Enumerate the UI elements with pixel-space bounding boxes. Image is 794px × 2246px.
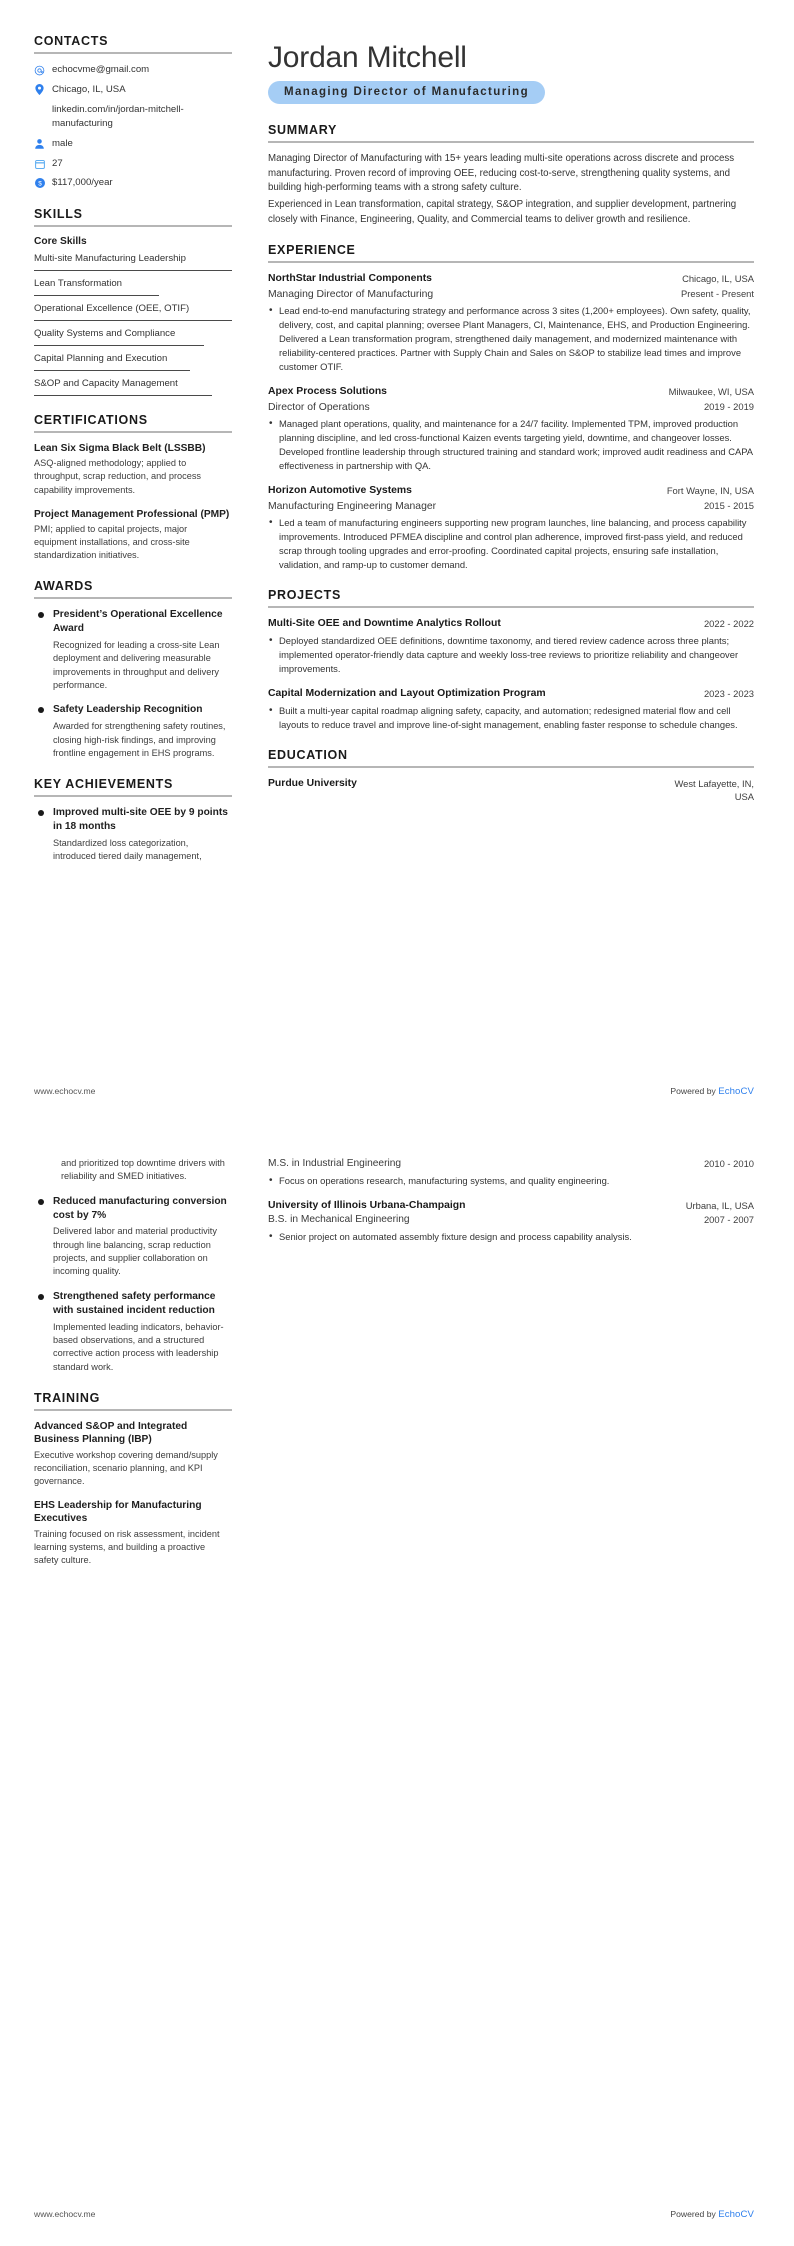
summary-heading: SUMMARY — [268, 123, 338, 138]
key-achievement-description: Implemented leading indicators, behavior-based observations, and a structured corrective action process with leadership standard work. — [53, 1321, 224, 1372]
project-title: Multi-Site OEE and Downtime Analytics Rollout — [268, 618, 501, 630]
contact-item-gender — [34, 137, 232, 151]
contacts-heading: CONTACTS — [34, 34, 109, 48]
summary-paragraph: Experienced in Lean transformation, capital strategy, S&OP integration, and supplier development, partnering closely with Finance, Engineering, Quality, and Commercial teams to deliver growth and resilience. — [268, 199, 737, 225]
key-achievements-section — [34, 777, 232, 863]
skill-level-bar — [34, 320, 232, 321]
education-institution: Purdue University — [268, 778, 357, 790]
sidebar-column-page1 — [34, 34, 246, 1123]
certification-description: ASQ-aligned methodology; applied to throughput, scrap reduction, and process capability improvements. — [34, 458, 202, 495]
svg-text:$: $ — [37, 180, 42, 188]
certification-title: Lean Six Sigma Black Belt (LSSBB) — [34, 442, 206, 454]
skill-name: S&OP and Capacity Management — [34, 378, 178, 390]
key-achievements-continued — [34, 1157, 232, 1374]
section-divider — [34, 225, 232, 227]
education-heading: EDUCATION — [268, 748, 348, 763]
experience-section — [268, 243, 754, 572]
contact-item-email[interactable] — [34, 63, 232, 77]
page-footer — [34, 2209, 754, 2220]
experience-organization: NorthStar Industrial Components — [268, 273, 432, 285]
section-divider — [34, 597, 232, 599]
person-icon — [34, 138, 45, 150]
contact-value-location: Chicago, IL, USA — [52, 83, 126, 95]
resume-page-2 — [0, 1123, 794, 2246]
education-location: West Lafayette, IN, USA — [674, 778, 754, 803]
award-title: President’s Operational Excellence Award — [53, 609, 223, 635]
experience-item — [268, 272, 754, 374]
contact-value-email: echocvme@gmail.com — [52, 64, 150, 75]
training-heading: TRAINING — [34, 1390, 101, 1405]
skill-item — [34, 278, 232, 296]
section-divider — [34, 1409, 232, 1411]
main-column-page2 — [246, 1157, 754, 2246]
experience-organization: Horizon Automotive Systems — [268, 485, 412, 497]
key-achievement-item — [34, 806, 232, 863]
training-description: Training focused on risk assessment, incident learning systems, and building a proactive safety culture. — [34, 1528, 220, 1566]
training-title: EHS Leadership for Manufacturing Executives — [34, 1500, 202, 1525]
section-divider — [268, 606, 754, 608]
summary-section — [268, 123, 754, 227]
skill-level-bar — [34, 345, 204, 346]
footer-website[interactable]: www.echocv.me — [34, 1086, 96, 1096]
award-title: Safety Leadership Recognition — [53, 704, 203, 716]
footer-brand[interactable]: EchoCV — [718, 1086, 754, 1097]
key-achievement-title: Reduced manufacturing conversion cost by 7% — [53, 1195, 227, 1221]
experience-organization: Apex Process Solutions — [268, 386, 387, 398]
project-bullet: • Deployed standardized OEE definitions, downtime taxonomy, and tiered review cadence across three plants; implemented operator-friendly data capture and weekly loss-tree reviews to prioritize reliability and changeover improvements. — [268, 634, 754, 676]
award-item — [34, 608, 232, 692]
experience-bullet-list — [268, 304, 754, 375]
skill-item — [34, 328, 232, 346]
contact-item-linkedin[interactable] — [34, 103, 232, 131]
training-description: Executive workshop covering demand/supply reconciliation, scenario planning, and KPI governance. — [34, 1449, 218, 1486]
experience-location: Milwaukee, WI, USA — [668, 386, 754, 398]
key-achievement-description: Delivered labor and material productivity through line balancing, scrap reduction projects, and supplier collaboration on incoming quality. — [53, 1226, 217, 1277]
footer-website[interactable]: www.echocv.me — [34, 2209, 96, 2219]
award-description: Awarded for strengthening safety routines, closing high-risk findings, and improving frontline engagement in EHS programs. — [53, 721, 226, 758]
experience-bullet: • Managed plant operations, quality, and maintenance for a 24/7 facility. Implemented TPM, improved production planning discipline, and led cross-functional Kaizen events targeting yield, downtime, and changeover losses. Developed frontline leadership through structured training and standard work; improved audit readiness and CAPA effectiveness in partnership with QA. — [268, 417, 754, 473]
certification-title: Project Management Professional (PMP) — [34, 508, 230, 520]
contact-value-gender: male — [52, 137, 73, 149]
certification-item — [34, 442, 232, 497]
training-item — [34, 1499, 232, 1567]
bullet-dot-icon — [38, 612, 44, 618]
certifications-heading: CERTIFICATIONS — [34, 412, 148, 427]
education-bullet: • Senior project on automated assembly fixture design and process capability analysis. — [268, 1230, 754, 1244]
main-column-page1 — [246, 34, 754, 1123]
footer-powered-by — [670, 2209, 754, 2220]
section-divider — [268, 766, 754, 768]
contact-value-salary: $117,000/year — [52, 177, 113, 189]
project-title: Capital Modernization and Layout Optimization Program — [268, 688, 546, 700]
skills-heading: SKILLS — [34, 207, 83, 222]
footer-powered-by-label: Powered by — [670, 2209, 719, 2219]
experience-role: Manufacturing Engineering Manager — [268, 500, 437, 512]
key-achievement-description: Standardized loss categorization, introduced tiered daily management, — [53, 838, 202, 862]
project-bullet: • Built a multi-year capital roadmap aligning safety, capacity, and automation; redesigned material flow and cell layouts to reduce travel and improve line-of-sight management, enabling faster response to schedule changes. — [268, 704, 754, 732]
skill-item — [34, 253, 232, 271]
skill-name: Operational Excellence (OEE, OTIF) — [34, 303, 190, 315]
experience-dates: Present - Present — [681, 287, 754, 299]
location-pin-icon — [34, 84, 45, 96]
experience-dates: 2019 - 2019 — [703, 400, 754, 412]
key-achievement-title: Improved multi-site OEE by 9 points in 18 months — [53, 807, 228, 833]
section-divider — [268, 141, 754, 143]
experience-item — [268, 385, 754, 473]
experience-heading: EXPERIENCE — [268, 243, 356, 258]
dollar-icon — [34, 177, 45, 189]
certification-item — [34, 508, 232, 563]
project-dates: 2022 - 2022 — [703, 618, 754, 630]
contact-value-linkedin: linkedin.com/in/jordan-mitchell-manufacturing — [52, 103, 184, 129]
bullet-dot-icon — [38, 810, 44, 816]
key-achievement-item — [34, 1195, 232, 1279]
key-achievement-item — [34, 1157, 232, 1184]
key-achievements-heading: KEY ACHIEVEMENTS — [34, 777, 174, 792]
section-divider — [34, 52, 232, 54]
footer-brand[interactable]: EchoCV — [718, 2209, 754, 2220]
bullet-dot-icon — [38, 1199, 44, 1205]
project-item — [268, 687, 754, 732]
calendar-icon — [34, 158, 45, 170]
education-section — [268, 748, 754, 803]
award-description: Recognized for leading a cross-site Lean deployment and delivering measurable improvements in throughput and delivery performance. — [53, 640, 220, 691]
experience-location: Fort Wayne, IN, USA — [666, 485, 754, 497]
education-bullet: • Focus on operations research, manufacturing systems, and quality engineering. — [268, 1174, 754, 1188]
project-item — [268, 617, 754, 676]
sidebar-column-page2 — [34, 1157, 246, 2246]
skill-item — [34, 378, 232, 396]
education-dates: 2010 - 2010 — [703, 1158, 754, 1169]
certification-description: PMI; applied to capital projects, major equipment installations, and cross-site standardization initiatives. — [34, 524, 190, 561]
training-section — [34, 1391, 232, 1567]
education-item — [268, 1199, 754, 1244]
awards-section — [34, 579, 232, 760]
contact-item-location[interactable] — [34, 83, 232, 97]
project-dates: 2023 - 2023 — [703, 688, 754, 700]
experience-dates: 2015 - 2015 — [703, 499, 754, 511]
contact-item-age — [34, 157, 232, 171]
skill-name: Multi-site Manufacturing Leadership — [34, 253, 186, 265]
skill-item — [34, 353, 232, 371]
job-title-badge: Managing Director of Manufacturing — [268, 81, 545, 104]
skill-level-bar — [34, 295, 159, 296]
education-institution: University of Illinois Urbana-Champaign — [268, 1199, 466, 1211]
skill-level-bar — [34, 395, 212, 396]
projects-section — [268, 588, 754, 732]
footer-powered-by-label: Powered by — [670, 1086, 719, 1096]
summary-paragraph: Managing Director of Manufacturing with 15+ years leading multi-site operations across discrete and process manufacturing. Proven record of improving OEE, reducing cost-to-serve, strengthening quality systems, and building high-performing teams with a strong safety culture. — [268, 153, 735, 194]
skill-name: Capital Planning and Execution — [34, 353, 168, 365]
key-achievement-description: and prioritized top downtime drivers with reliability and SMED initiatives. — [61, 1158, 225, 1182]
section-divider — [268, 261, 754, 263]
key-achievement-title: Strengthened safety performance with sustained incident reduction — [53, 1290, 216, 1316]
at-icon — [34, 64, 45, 76]
skill-level-bar — [34, 270, 232, 271]
skill-name: Lean Transformation — [34, 278, 122, 290]
skills-group-label: Core Skills — [34, 236, 87, 248]
experience-item — [268, 484, 754, 572]
contact-value-age: 27 — [52, 157, 63, 169]
education-degree: M.S. in Industrial Engineering — [268, 1158, 402, 1169]
experience-location: Chicago, IL, USA — [682, 273, 754, 285]
experience-bullet-list — [268, 516, 754, 572]
footer-powered-by — [670, 1086, 754, 1097]
education-item — [268, 777, 754, 803]
experience-role: Director of Operations — [268, 401, 370, 413]
education-bullet-list — [268, 1230, 754, 1244]
candidate-name: Jordan Mitchell — [268, 41, 467, 74]
training-item — [34, 1420, 232, 1488]
skill-name: Quality Systems and Compliance — [34, 328, 176, 340]
education-degree: B.S. in Mechanical Engineering — [268, 1214, 410, 1226]
page-footer — [34, 1086, 754, 1097]
education-continued-section — [268, 1157, 754, 1244]
experience-role: Managing Director of Manufacturing — [268, 288, 434, 300]
key-achievement-item — [34, 1290, 232, 1374]
education-dates: 2007 - 2007 — [703, 1214, 754, 1226]
education-item — [268, 1157, 754, 1188]
training-title: Advanced S&OP and Integrated Business Planning (IBP) — [34, 1420, 188, 1446]
education-location: Urbana, IL, USA — [685, 1199, 754, 1211]
skills-section — [34, 207, 232, 396]
experience-bullet: • Lead end-to-end manufacturing strategy and performance across 3 sites (1,200+ employees). Own safety, quality, delivery, cost, and capital planning; oversee Plant Managers, CI, Maintenance, EHS, and Production Engineering. Delivered a Lean transformation program, strengthened daily management, and modernized maintenance with reliability-centered practices. Partner with Supply Chain and Sales on S&OP to stabilize lead times and improve customer OTIF. — [268, 304, 754, 375]
contacts-section — [34, 34, 232, 190]
project-bullet-list — [268, 704, 754, 732]
awards-heading: AWARDS — [34, 579, 94, 594]
section-divider — [34, 795, 232, 797]
section-divider — [34, 431, 232, 433]
skill-level-bar — [34, 370, 190, 371]
certifications-section — [34, 413, 232, 562]
contact-item-salary — [34, 176, 232, 190]
projects-heading: PROJECTS — [268, 588, 341, 603]
experience-bullet-list — [268, 417, 754, 473]
skill-item — [34, 303, 232, 321]
award-item — [34, 703, 232, 760]
education-bullet-list — [268, 1174, 754, 1188]
bullet-dot-icon — [38, 1294, 44, 1300]
experience-bullet: • Led a team of manufacturing engineers supporting new program launches, line balancing, and process capability improvements. Introduced PFMEA discipline and control plan adherence, improved first-pass yield, and reduced scrap through tooling upgrades and error-proofing. Coordinated capital projects, ensuring safe installation, validation, and ramp-up to customer demand. — [268, 516, 754, 572]
project-bullet-list — [268, 634, 754, 676]
bullet-dot-icon — [38, 707, 44, 713]
